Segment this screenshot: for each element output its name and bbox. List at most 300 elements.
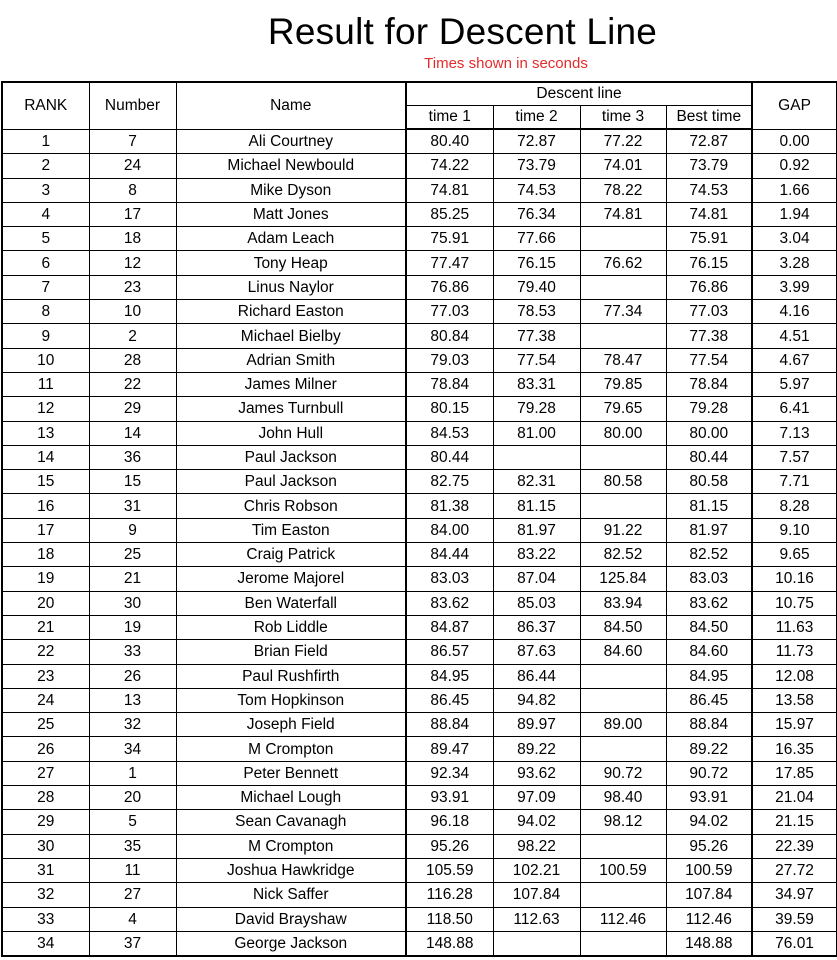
time-3-cell (580, 445, 666, 469)
name-cell: M Crompton (176, 737, 406, 761)
gap-cell: 3.04 (752, 227, 837, 251)
number-cell: 13 (89, 688, 176, 712)
gap-cell: 21.15 (752, 810, 837, 834)
table-row (2, 397, 837, 421)
time-2-cell: 79.40 (493, 275, 580, 299)
time-1-cell: 79.03 (406, 348, 493, 372)
table-row (2, 640, 837, 664)
best-time-cell: 90.72 (666, 761, 752, 785)
gap-cell: 4.51 (752, 324, 837, 348)
number-cell: 29 (89, 397, 176, 421)
time-3-cell: 91.22 (580, 518, 666, 542)
best-time-cell: 79.28 (666, 397, 752, 421)
time-2-cell: 94.82 (493, 688, 580, 712)
table-row (2, 372, 837, 396)
name-cell: Tony Heap (176, 251, 406, 275)
number-cell: 5 (89, 810, 176, 834)
rank-cell: 23 (2, 664, 89, 688)
time-2-cell: 77.66 (493, 227, 580, 251)
time-2-cell: 73.79 (493, 154, 580, 178)
name-cell: M Crompton (176, 834, 406, 858)
number-cell: 22 (89, 372, 176, 396)
gap-cell: 17.85 (752, 761, 837, 785)
time-1-cell: 83.03 (406, 567, 493, 591)
time-2-cell: 72.87 (493, 129, 580, 154)
gap-cell: 10.75 (752, 591, 837, 615)
time-2-cell: 81.00 (493, 421, 580, 445)
time-3-cell: 83.94 (580, 591, 666, 615)
rank-cell: 15 (2, 470, 89, 494)
name-cell: Peter Bennett (176, 761, 406, 785)
gap-cell: 34.97 (752, 883, 837, 907)
table-header (2, 82, 837, 129)
gap-cell: 1.94 (752, 202, 837, 226)
rank-cell: 9 (2, 324, 89, 348)
time-3-cell: 100.59 (580, 858, 666, 882)
time-2-cell: 86.44 (493, 664, 580, 688)
time-2-cell: 87.63 (493, 640, 580, 664)
time-1-cell: 84.95 (406, 664, 493, 688)
time-3-cell: 74.81 (580, 202, 666, 226)
best-time-cell: 107.84 (666, 883, 752, 907)
time-1-cell: 84.53 (406, 421, 493, 445)
time-3-cell: 79.85 (580, 372, 666, 396)
gap-cell: 8.28 (752, 494, 837, 518)
time-2-cell: 81.97 (493, 518, 580, 542)
gap-cell: 1.66 (752, 178, 837, 202)
number-cell: 36 (89, 445, 176, 469)
number-cell: 33 (89, 640, 176, 664)
time-3-cell: 78.22 (580, 178, 666, 202)
name-cell: Michael Bielby (176, 324, 406, 348)
gap-cell: 3.28 (752, 251, 837, 275)
results-table (1, 81, 837, 957)
number-cell: 25 (89, 543, 176, 567)
name-cell: Rob Liddle (176, 615, 406, 639)
time-3-cell: 80.58 (580, 470, 666, 494)
gap-cell: 9.10 (752, 518, 837, 542)
table-row (2, 688, 837, 712)
header-number: Number (89, 82, 176, 129)
rank-cell: 19 (2, 567, 89, 591)
name-cell: Adrian Smith (176, 348, 406, 372)
name-cell: Mike Dyson (176, 178, 406, 202)
time-3-cell (580, 324, 666, 348)
table-row (2, 713, 837, 737)
time-2-cell: 85.03 (493, 591, 580, 615)
number-cell: 35 (89, 834, 176, 858)
rank-cell: 5 (2, 227, 89, 251)
number-cell: 21 (89, 567, 176, 591)
time-2-cell: 94.02 (493, 810, 580, 834)
number-cell: 37 (89, 931, 176, 956)
rank-cell: 2 (2, 154, 89, 178)
gap-cell: 7.13 (752, 421, 837, 445)
table-row (2, 810, 837, 834)
rank-cell: 24 (2, 688, 89, 712)
best-time-cell: 94.02 (666, 810, 752, 834)
table-row (2, 786, 837, 810)
time-2-cell: 79.28 (493, 397, 580, 421)
time-2-cell: 86.37 (493, 615, 580, 639)
best-time-cell: 95.26 (666, 834, 752, 858)
name-cell: Ben Waterfall (176, 591, 406, 615)
gap-cell: 0.00 (752, 129, 837, 154)
table-row (2, 858, 837, 882)
gap-cell: 22.39 (752, 834, 837, 858)
number-cell: 20 (89, 786, 176, 810)
rank-cell: 17 (2, 518, 89, 542)
rank-cell: 8 (2, 300, 89, 324)
gap-cell: 16.35 (752, 737, 837, 761)
time-3-cell: 98.12 (580, 810, 666, 834)
time-2-cell: 83.31 (493, 372, 580, 396)
name-cell: James Milner (176, 372, 406, 396)
time-1-cell: 84.00 (406, 518, 493, 542)
time-1-cell: 76.86 (406, 275, 493, 299)
time-1-cell: 74.81 (406, 178, 493, 202)
best-time-cell: 80.58 (666, 470, 752, 494)
name-cell: Joseph Field (176, 713, 406, 737)
name-cell: Richard Easton (176, 300, 406, 324)
number-cell: 1 (89, 761, 176, 785)
best-time-cell: 93.91 (666, 786, 752, 810)
time-1-cell: 86.57 (406, 640, 493, 664)
name-cell: Chris Robson (176, 494, 406, 518)
best-time-cell: 80.00 (666, 421, 752, 445)
time-2-cell: 76.34 (493, 202, 580, 226)
rank-cell: 1 (2, 129, 89, 154)
table-row (2, 907, 837, 931)
rank-cell: 21 (2, 615, 89, 639)
time-2-cell: 93.62 (493, 761, 580, 785)
name-cell: Michael Lough (176, 786, 406, 810)
time-1-cell: 77.03 (406, 300, 493, 324)
gap-cell: 15.97 (752, 713, 837, 737)
gap-cell: 7.57 (752, 445, 837, 469)
gap-cell: 5.97 (752, 372, 837, 396)
table-row (2, 761, 837, 785)
name-cell: Paul Jackson (176, 470, 406, 494)
time-1-cell: 77.47 (406, 251, 493, 275)
rank-cell: 13 (2, 421, 89, 445)
time-2-cell: 78.53 (493, 300, 580, 324)
best-time-cell: 77.03 (666, 300, 752, 324)
table-row (2, 300, 837, 324)
time-3-cell: 77.22 (580, 129, 666, 154)
time-1-cell: 105.59 (406, 858, 493, 882)
time-1-cell: 74.22 (406, 154, 493, 178)
number-cell: 14 (89, 421, 176, 445)
time-1-cell: 83.62 (406, 591, 493, 615)
number-cell: 26 (89, 664, 176, 688)
time-3-cell: 78.47 (580, 348, 666, 372)
table-row (2, 421, 837, 445)
time-3-cell (580, 275, 666, 299)
gap-cell: 10.16 (752, 567, 837, 591)
name-cell: Michael Newbould (176, 154, 406, 178)
name-cell: James Turnbull (176, 397, 406, 421)
time-3-cell (580, 664, 666, 688)
number-cell: 2 (89, 324, 176, 348)
best-time-cell: 84.50 (666, 615, 752, 639)
number-cell: 19 (89, 615, 176, 639)
gap-cell: 11.73 (752, 640, 837, 664)
gap-cell: 6.41 (752, 397, 837, 421)
table-row (2, 615, 837, 639)
best-time-cell: 86.45 (666, 688, 752, 712)
gap-cell: 12.08 (752, 664, 837, 688)
time-3-cell (580, 737, 666, 761)
time-1-cell: 93.91 (406, 786, 493, 810)
time-3-cell (580, 688, 666, 712)
name-cell: Nick Saffer (176, 883, 406, 907)
rank-cell: 18 (2, 543, 89, 567)
time-2-cell: 76.15 (493, 251, 580, 275)
time-2-cell: 98.22 (493, 834, 580, 858)
time-2-cell: 83.22 (493, 543, 580, 567)
time-3-cell: 80.00 (580, 421, 666, 445)
time-1-cell: 84.87 (406, 615, 493, 639)
number-cell: 18 (89, 227, 176, 251)
time-1-cell: 89.47 (406, 737, 493, 761)
table-row (2, 883, 837, 907)
best-time-cell: 88.84 (666, 713, 752, 737)
table-row (2, 931, 837, 956)
rank-cell: 25 (2, 713, 89, 737)
table-row (2, 154, 837, 178)
table-row (2, 664, 837, 688)
name-cell: Adam Leach (176, 227, 406, 251)
best-time-cell: 80.44 (666, 445, 752, 469)
time-2-cell: 97.09 (493, 786, 580, 810)
table-row (2, 518, 837, 542)
rank-cell: 22 (2, 640, 89, 664)
time-1-cell: 116.28 (406, 883, 493, 907)
best-time-cell: 73.79 (666, 154, 752, 178)
table-row (2, 202, 837, 226)
time-1-cell: 78.84 (406, 372, 493, 396)
best-time-cell: 74.81 (666, 202, 752, 226)
gap-cell: 39.59 (752, 907, 837, 931)
rank-cell: 6 (2, 251, 89, 275)
time-3-cell: 82.52 (580, 543, 666, 567)
time-1-cell: 86.45 (406, 688, 493, 712)
time-1-cell: 84.44 (406, 543, 493, 567)
rank-cell: 30 (2, 834, 89, 858)
number-cell: 7 (89, 129, 176, 154)
rank-cell: 12 (2, 397, 89, 421)
number-cell: 34 (89, 737, 176, 761)
rank-cell: 27 (2, 761, 89, 785)
time-3-cell (580, 494, 666, 518)
time-3-cell: 112.46 (580, 907, 666, 931)
header-rank: RANK (2, 82, 89, 129)
time-3-cell: 90.72 (580, 761, 666, 785)
rank-cell: 34 (2, 931, 89, 956)
table-row (2, 737, 837, 761)
rank-cell: 7 (2, 275, 89, 299)
time-2-cell: 89.22 (493, 737, 580, 761)
header-time-2: time 2 (493, 106, 580, 130)
header-time-1: time 1 (406, 106, 493, 130)
time-1-cell: 80.44 (406, 445, 493, 469)
number-cell: 27 (89, 883, 176, 907)
name-cell: Tom Hopkinson (176, 688, 406, 712)
time-3-cell: 84.50 (580, 615, 666, 639)
name-cell: Joshua Hawkridge (176, 858, 406, 882)
time-2-cell: 82.31 (493, 470, 580, 494)
name-cell: Paul Jackson (176, 445, 406, 469)
time-1-cell: 80.84 (406, 324, 493, 348)
gap-cell: 4.16 (752, 300, 837, 324)
rank-cell: 16 (2, 494, 89, 518)
name-cell: David Brayshaw (176, 907, 406, 931)
time-1-cell: 75.91 (406, 227, 493, 251)
time-2-cell: 107.84 (493, 883, 580, 907)
best-time-cell: 75.91 (666, 227, 752, 251)
number-cell: 12 (89, 251, 176, 275)
name-cell: Sean Cavanagh (176, 810, 406, 834)
time-2-cell: 112.63 (493, 907, 580, 931)
time-3-cell (580, 931, 666, 956)
best-time-cell: 89.22 (666, 737, 752, 761)
number-cell: 32 (89, 713, 176, 737)
name-cell: Linus Naylor (176, 275, 406, 299)
name-cell: Brian Field (176, 640, 406, 664)
time-1-cell: 95.26 (406, 834, 493, 858)
gap-cell: 27.72 (752, 858, 837, 882)
name-cell: Ali Courtney (176, 129, 406, 154)
table-row (2, 129, 837, 154)
time-1-cell: 80.15 (406, 397, 493, 421)
time-1-cell: 80.40 (406, 129, 493, 154)
number-cell: 30 (89, 591, 176, 615)
number-cell: 10 (89, 300, 176, 324)
time-2-cell: 77.38 (493, 324, 580, 348)
number-cell: 23 (89, 275, 176, 299)
table-row (2, 445, 837, 469)
gap-cell: 0.92 (752, 154, 837, 178)
time-1-cell: 88.84 (406, 713, 493, 737)
name-cell: John Hull (176, 421, 406, 445)
table-row (2, 470, 837, 494)
best-time-cell: 82.52 (666, 543, 752, 567)
header-name: Name (176, 82, 406, 129)
rank-cell: 29 (2, 810, 89, 834)
time-2-cell: 87.04 (493, 567, 580, 591)
time-2-cell: 77.54 (493, 348, 580, 372)
table-row (2, 178, 837, 202)
time-3-cell: 77.34 (580, 300, 666, 324)
rank-cell: 4 (2, 202, 89, 226)
time-3-cell: 89.00 (580, 713, 666, 737)
number-cell: 24 (89, 154, 176, 178)
best-time-cell: 77.38 (666, 324, 752, 348)
gap-cell: 3.99 (752, 275, 837, 299)
table-row (2, 348, 837, 372)
table-row (2, 494, 837, 518)
rank-cell: 28 (2, 786, 89, 810)
time-3-cell: 84.60 (580, 640, 666, 664)
rank-cell: 11 (2, 372, 89, 396)
gap-cell: 76.01 (752, 931, 837, 956)
time-1-cell: 96.18 (406, 810, 493, 834)
best-time-cell: 83.62 (666, 591, 752, 615)
time-3-cell: 74.01 (580, 154, 666, 178)
table-row (2, 543, 837, 567)
header-gap: GAP (752, 82, 837, 129)
time-3-cell (580, 883, 666, 907)
table-row (2, 834, 837, 858)
number-cell: 11 (89, 858, 176, 882)
gap-cell: 7.71 (752, 470, 837, 494)
time-1-cell: 148.88 (406, 931, 493, 956)
rank-cell: 3 (2, 178, 89, 202)
rank-cell: 20 (2, 591, 89, 615)
page-title: Result for Descent Line (267, 11, 658, 52)
name-cell: Matt Jones (176, 202, 406, 226)
rank-cell: 14 (2, 445, 89, 469)
time-2-cell (493, 445, 580, 469)
number-cell: 8 (89, 178, 176, 202)
time-1-cell: 81.38 (406, 494, 493, 518)
best-time-cell: 81.97 (666, 518, 752, 542)
rank-cell: 32 (2, 883, 89, 907)
time-2-cell: 74.53 (493, 178, 580, 202)
best-time-cell: 76.15 (666, 251, 752, 275)
best-time-cell: 148.88 (666, 931, 752, 956)
rank-cell: 10 (2, 348, 89, 372)
number-cell: 17 (89, 202, 176, 226)
gap-cell: 9.65 (752, 543, 837, 567)
best-time-cell: 74.53 (666, 178, 752, 202)
table-row (2, 567, 837, 591)
rank-cell: 33 (2, 907, 89, 931)
gap-cell: 4.67 (752, 348, 837, 372)
best-time-cell: 78.84 (666, 372, 752, 396)
table-row (2, 275, 837, 299)
time-3-cell: 125.84 (580, 567, 666, 591)
time-2-cell: 89.97 (493, 713, 580, 737)
name-cell: Tim Easton (176, 518, 406, 542)
time-2-cell (493, 931, 580, 956)
best-time-cell: 84.60 (666, 640, 752, 664)
time-3-cell: 76.62 (580, 251, 666, 275)
best-time-cell: 83.03 (666, 567, 752, 591)
header-best-time: Best time (666, 106, 752, 130)
header-descent-line: Descent line (406, 82, 752, 106)
time-2-cell: 102.21 (493, 858, 580, 882)
best-time-cell: 81.15 (666, 494, 752, 518)
table-body (2, 129, 837, 956)
number-cell: 28 (89, 348, 176, 372)
name-cell: Jerome Majorel (176, 567, 406, 591)
best-time-cell: 84.95 (666, 664, 752, 688)
time-3-cell: 79.65 (580, 397, 666, 421)
number-cell: 4 (89, 907, 176, 931)
table-row (2, 251, 837, 275)
number-cell: 31 (89, 494, 176, 518)
time-2-cell: 81.15 (493, 494, 580, 518)
best-time-cell: 112.46 (666, 907, 752, 931)
time-3-cell (580, 834, 666, 858)
best-time-cell: 76.86 (666, 275, 752, 299)
page-subtitle: Times shown in seconds (424, 55, 588, 72)
time-1-cell: 85.25 (406, 202, 493, 226)
time-1-cell: 82.75 (406, 470, 493, 494)
time-1-cell: 118.50 (406, 907, 493, 931)
